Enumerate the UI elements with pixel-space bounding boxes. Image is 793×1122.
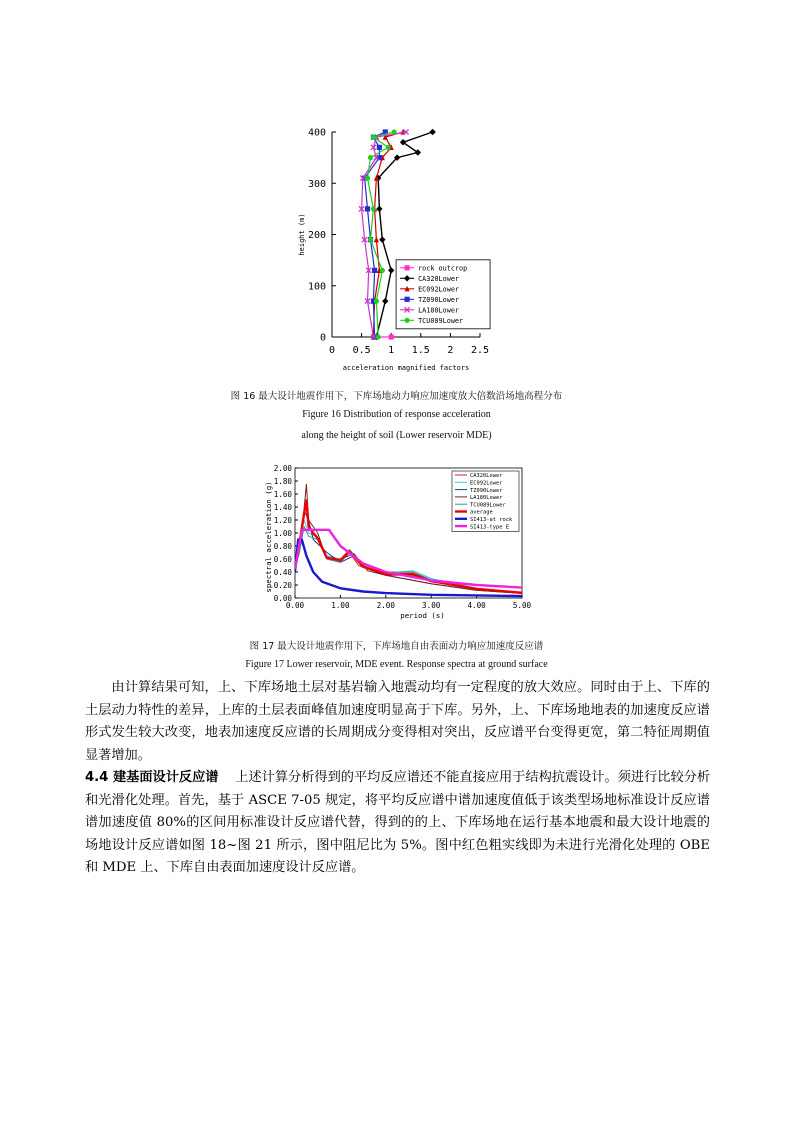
paragraph-2-text: 上述计算分析得到的平均反应谱还不能直接应用于结构抗震设计。须进行比较分析和光滑化处理。首先，基于 ASCE 7-05 规定，将平均反应谱中谱加速度值低于该类型场地标准设计反应谱谱加速度值 80%的区间用标准设计反应谱代替，得到的的上、下库场地在运行基本地震和最大设计地震的场地设计反应谱如图 18~图 21 所示，图中阻尼比为 5%。图中红色粗实线即为未进行光滑化处理的 OBE 和 MDE 上、下库自由表面加速度设计反应谱。	[85, 770, 711, 875]
data-point	[429, 129, 435, 135]
data-point	[368, 237, 373, 242]
data-point	[389, 334, 394, 339]
data-point	[386, 145, 391, 150]
figure-16-caption-cn: 图 16 最大设计地震作用下，下库场地动力响应加速度放大倍数沿场地高程分布	[230, 391, 563, 402]
data-point	[374, 299, 379, 304]
y-tick-label: 300	[307, 178, 326, 190]
figure-16-chart	[290, 122, 500, 384]
data-point	[392, 129, 397, 134]
y-tick-label: 1.60	[273, 489, 292, 499]
legend-marker	[404, 318, 409, 323]
figure-16-caption-en-line2: along the height of soil (Lower reservoir MDE)	[301, 430, 492, 441]
y-tick-label: 2.00	[273, 463, 292, 473]
x-tick-label: 2.5	[470, 345, 490, 356]
legend-marker	[404, 265, 409, 270]
y-tick-label: 0.40	[273, 567, 292, 577]
legend-label: LA180Lower	[418, 306, 460, 315]
x-tick-label: 1	[388, 345, 395, 356]
y-axis-label: spectral acceleration (g)	[264, 481, 273, 593]
paragraph-1: 由计算结果可知，上、下库场地土层对基岩输入地震动均有一定程度的放大效应。同时由于上、下库的土层动力特性的差异，上库的土层表面峰值加速度明显高于下库。另外，上、下库场地地表的加速度反应谱形式发生较大改变，地表加速度反应谱的长周期成分变得相对突出，反应谱平台变得更宽，第二特征周期值显著增加。	[85, 680, 710, 763]
x-tick-label: 1.5	[411, 345, 430, 356]
y-tick-label: 400	[307, 127, 326, 139]
body-text	[85, 677, 710, 880]
data-point	[365, 206, 370, 211]
legend-label: EC092Lower	[470, 480, 503, 487]
data-point	[388, 267, 394, 273]
data-point	[382, 298, 388, 304]
x-tick-label: 2	[447, 345, 454, 356]
x-tick-label: 0.00	[285, 601, 305, 610]
legend-label: EC092Lower	[418, 285, 460, 294]
y-tick-label: 200	[307, 230, 326, 241]
x-tick-label: 2.00	[376, 601, 395, 610]
legend-label: CA320Lower	[470, 473, 503, 480]
y-tick-label: 1.20	[273, 515, 292, 525]
legend-label: LA180Lower	[470, 495, 503, 502]
x-axis-label: acceleration magnified factors	[342, 364, 470, 372]
data-point	[365, 176, 370, 181]
legend-label: TCU089Lower	[418, 316, 464, 325]
legend-label: average	[470, 509, 493, 516]
x-tick-label: 4.00	[467, 601, 486, 610]
x-axis-label: period (s)	[400, 611, 445, 620]
data-point	[371, 206, 376, 211]
x-tick-label: 1.00	[331, 601, 350, 610]
y-tick-label: 100	[307, 281, 326, 293]
legend-label: SI413-at rock	[470, 517, 513, 523]
y-tick-label: 1.80	[273, 476, 292, 486]
legend-label: TZ090Lower	[418, 295, 460, 304]
y-axis-label: height (m)	[298, 213, 306, 256]
paragraph-2	[85, 767, 710, 880]
section-heading-4-4: 4.4 建基面设计反应谱	[85, 770, 219, 785]
series-TCU089Lower	[295, 527, 522, 593]
data-point	[371, 135, 376, 140]
legend-marker	[404, 297, 409, 302]
x-tick-label: 5.00	[512, 601, 532, 610]
y-tick-label: 0.20	[273, 580, 292, 590]
data-point	[372, 268, 377, 273]
data-point	[368, 155, 373, 160]
figure-17-caption-cn: 图 17 最大设计地震作用下，下库场地自由表面动力响应加速度反应谱	[249, 641, 544, 652]
data-point	[376, 334, 381, 339]
y-tick-label: 0.60	[273, 554, 292, 564]
data-point	[377, 145, 382, 150]
figure-17-caption-en: Figure 17 Lower reservoir, MDE event. Response spectra at ground surface	[245, 659, 548, 670]
y-tick-label: 0	[319, 332, 326, 344]
data-point	[376, 206, 382, 212]
data-point	[379, 236, 385, 242]
data-point	[380, 268, 385, 273]
x-tick-label: 0	[328, 345, 336, 356]
figure-17-chart	[265, 460, 540, 625]
x-tick-label: 0.5	[352, 345, 371, 356]
x-tick-label: 3.00	[422, 601, 441, 610]
y-tick-label: 1.40	[273, 502, 292, 512]
figure-16-caption-en-line1: Figure 16 Distribution of response acceleration	[302, 409, 491, 420]
legend-label: TCU089Lower	[470, 502, 506, 509]
legend-label: TZ090Lower	[470, 487, 503, 494]
legend-label: CA320Lower	[418, 274, 460, 283]
y-tick-label: 1.00	[273, 528, 292, 538]
legend-label: rock outcrop	[418, 264, 468, 273]
y-tick-label: 0.80	[273, 541, 292, 551]
y-tick-label: 0.00	[273, 593, 292, 603]
series-SI413-at rock	[295, 540, 522, 597]
legend-label: SI413-type E	[470, 524, 509, 531]
data-point	[374, 237, 379, 243]
